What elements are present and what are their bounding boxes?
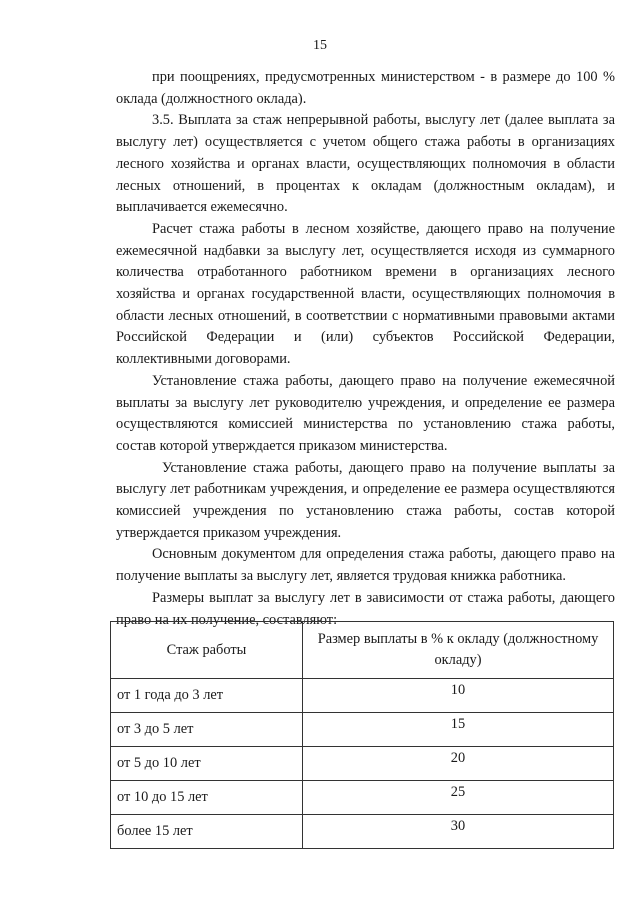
payment-cell: 25 bbox=[303, 781, 614, 815]
table-row bbox=[111, 679, 614, 713]
experience-cell: от 3 до 5 лет bbox=[111, 713, 303, 747]
payment-cell: 10 bbox=[303, 679, 614, 713]
header-payment: Размер выплаты в % к окладу (должностному окладу) bbox=[303, 622, 614, 679]
paragraph-rates-intro: Размеры выплат за выслугу лет в зависимости от стажа работы, дающего право на их получение, составляют: bbox=[116, 589, 615, 628]
experience-cell: от 10 до 15 лет bbox=[111, 781, 303, 815]
seniority-rates-table bbox=[110, 621, 614, 849]
paragraph-main-document: Основным документом для определения стажа работы, дающего право на получение выплаты за выслугу лет, является трудовая книжка работника. bbox=[116, 546, 615, 585]
table-row bbox=[111, 781, 614, 815]
payment-cell: 20 bbox=[303, 747, 614, 781]
page-number: 15 bbox=[313, 38, 327, 53]
header-experience: Стаж работы bbox=[111, 622, 303, 679]
experience-cell: от 1 года до 3 лет bbox=[111, 679, 303, 713]
paragraph-calculation: Расчет стажа работы в лесном хозяйстве, дающего право на получение ежемесячной надбавки за выслугу лет, осуществляется исходя из суммарного количества отработанного работником времени в организациях лесного хозяйства и органах государственной власти, осуществляющих полномочия в области лесных отношений, в соответствии с нормативными правовыми актами Российской Федерации и (или) субъектов Российской Федерации, коллективными договорами. bbox=[116, 220, 615, 368]
table-row bbox=[111, 713, 614, 747]
payment-cell: 15 bbox=[303, 713, 614, 747]
experience-cell: более 15 лет bbox=[111, 815, 303, 849]
paragraph-3-5: 3.5. Выплата за стаж непрерывной работы, выслугу лет (далее выплата за выслугу лет) осуществляется с учетом общего стажа работы в организациях лесного хозяйства и органах власти, осуществляющих полномочия в области лесных отношений, в процентах к окладам (должностным окладам), и выплачивается ежемесячно. bbox=[116, 112, 615, 216]
paragraph-continuation: при поощрениях, предусмотренных министерством - в размере до 100 % оклада (должностного оклада). bbox=[116, 69, 615, 107]
table-row bbox=[111, 747, 614, 781]
paragraph-staff-experience: Установление стажа работы, дающего право на получение выплаты за выслугу лет работникам учреждения, и определение ее размера осуществляются комиссией учреждения по установлению стажа работы, состав которой утверждается приказом учреждения. bbox=[116, 459, 615, 541]
paragraph-head-experience: Установление стажа работы, дающего право на получение ежемесячной выплаты за выслугу лет руководителю учреждения, и определение ее размера осуществляются комиссией министерства по установлению стажа работы, состав которой утверждается приказом министерства. bbox=[116, 372, 615, 454]
table-row bbox=[111, 815, 614, 849]
experience-cell: от 5 до 10 лет bbox=[111, 747, 303, 781]
payment-cell: 30 bbox=[303, 815, 614, 849]
table-header-row bbox=[111, 622, 614, 679]
document-body bbox=[116, 67, 615, 631]
